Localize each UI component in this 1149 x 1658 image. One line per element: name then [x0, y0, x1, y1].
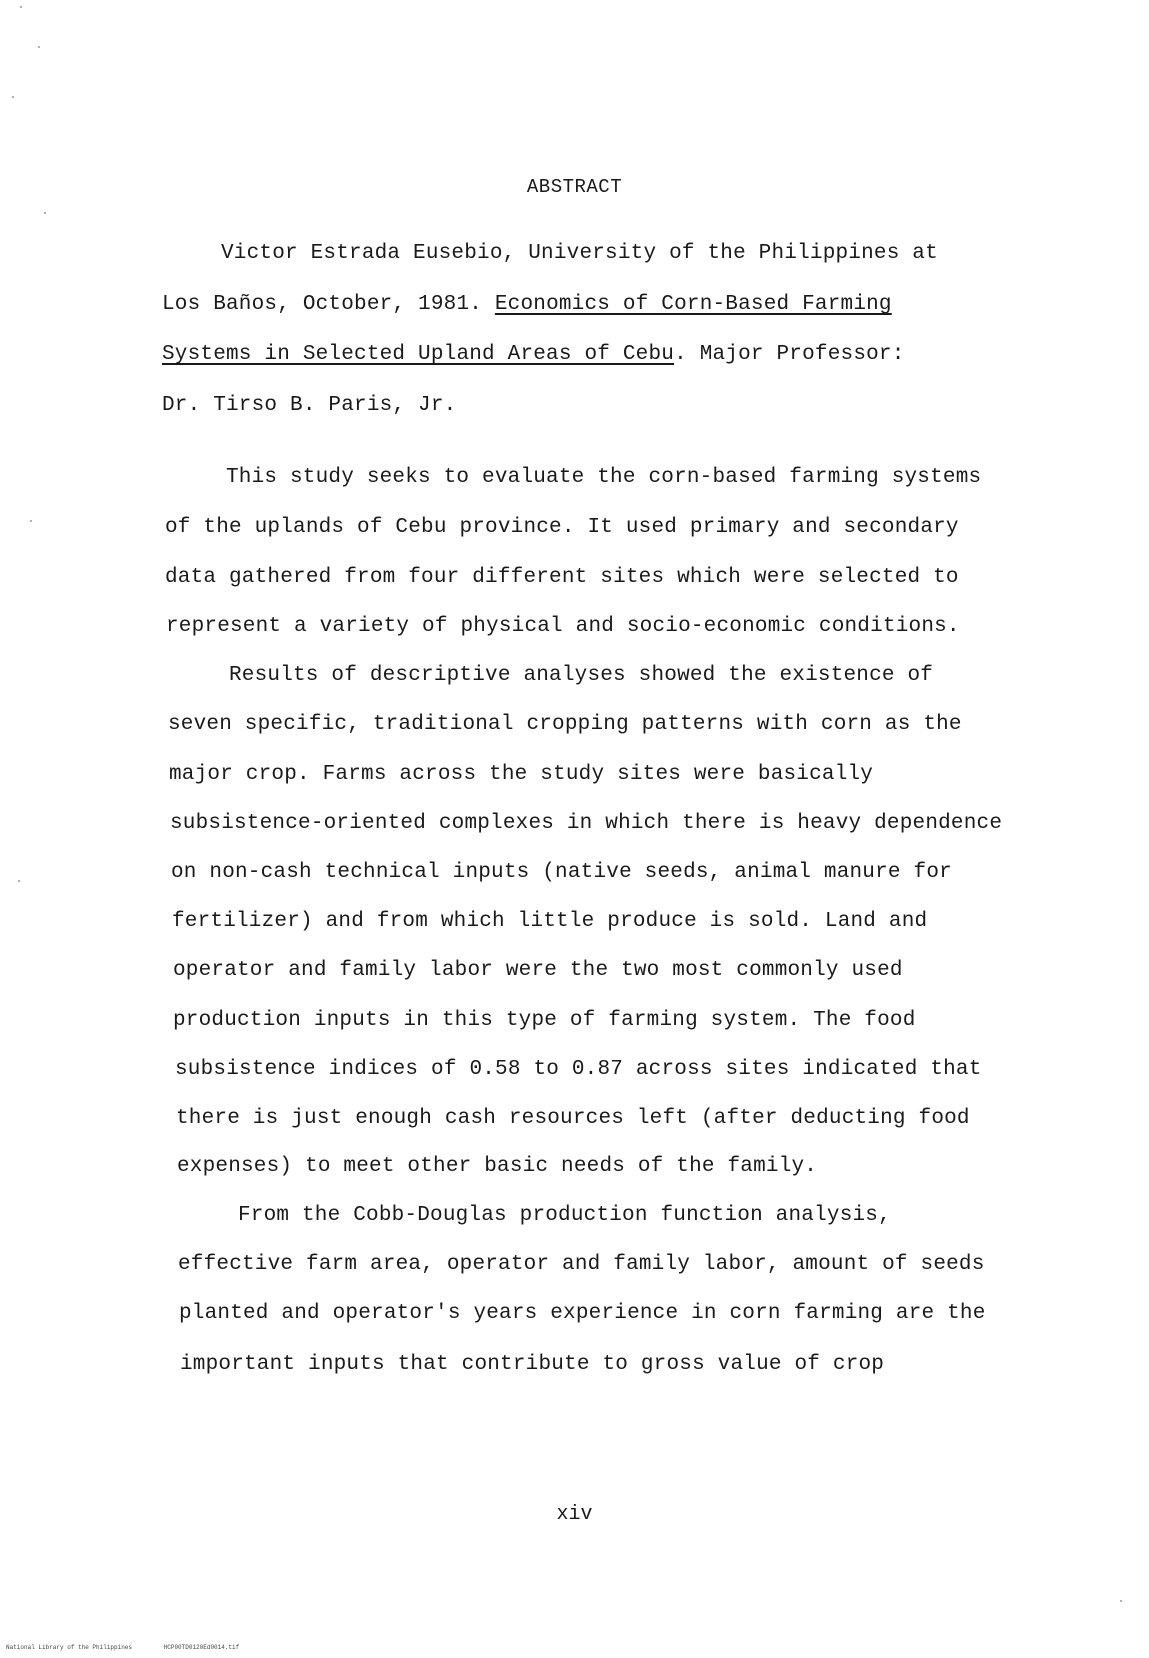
paragraph-2-line: major crop. Farms across the study sites were basically — [169, 763, 874, 786]
scan-footer — [6, 1644, 267, 1651]
paragraph-3-line: From the Cobb-Douglas production function analysis, — [238, 1204, 891, 1227]
paragraph-3-line: planted and operator's years experience in corn farming are the — [179, 1302, 986, 1325]
paragraph-2-line: there is just enough cash resources left (after deducting food — [176, 1107, 970, 1130]
paragraph-2-line: Results of descriptive analyses showed the existence of — [229, 664, 934, 687]
scan-speck — [12, 96, 14, 98]
page-number: xiv — [556, 1503, 593, 1526]
paragraph-2-line: operator and family labor were the two most commonly used — [173, 959, 903, 982]
paragraph-3-line: important inputs that contribute to gross value of crop — [180, 1353, 885, 1376]
paragraph-2-line: subsistence indices of 0.58 to 0.87 across sites indicated that — [175, 1058, 982, 1081]
citation-line-2 — [162, 293, 892, 316]
paragraph-2-line: production inputs in this type of farming system. The food — [173, 1009, 916, 1032]
paragraph-2-line: subsistence-oriented complexes in which there is heavy dependence — [170, 812, 1003, 835]
library-credit: National Library of the Philippines — [6, 1644, 133, 1651]
paragraph-2-line: fertilizer) and from which little produce is sold. Land and — [172, 910, 928, 933]
paragraph-1-line: data gathered from four different sites which were selected to — [165, 566, 959, 589]
paragraph-2-line: expenses) to meet other basic needs of the family. — [177, 1155, 818, 1178]
scan-speck — [38, 46, 40, 48]
major-professor-name: Dr. Tirso B. Paris, Jr. — [162, 394, 457, 417]
scan-speck — [18, 880, 20, 882]
paragraph-2-line: seven specific, traditional cropping patterns with corn as the — [168, 713, 962, 736]
abstract-heading: ABSTRACT — [526, 176, 623, 198]
paragraph-1-line: represent a variety of physical and socio-economic conditions. — [166, 615, 960, 638]
citation-date: Los Baños, October, 1981. — [162, 293, 483, 316]
scan-speck — [20, 6, 22, 8]
scan-file-id: HCP00TD0120Ed0014.tif — [163, 1644, 240, 1651]
scan-speck — [30, 520, 32, 522]
citation-line-1: Victor Estrada Eusebio, University of the Philippines at — [221, 242, 938, 265]
thesis-title-part-2: Systems in Selected Upland Areas of Cebu — [162, 343, 675, 366]
scan-speck — [1120, 1600, 1122, 1602]
major-professor-label: . Major Professor: — [674, 343, 905, 366]
citation-line-3 — [162, 343, 905, 366]
paragraph-1-line: This study seeks to evaluate the corn-based farming systems — [226, 466, 982, 489]
paragraph-2-line: on non-cash technical inputs (native seeds, animal manure for — [171, 861, 952, 884]
scan-speck — [44, 212, 46, 214]
thesis-title-part-1: Economics of Corn-Based Farming — [494, 293, 892, 316]
paragraph-3-line: effective farm area, operator and family labor, amount of seeds — [178, 1253, 985, 1276]
paragraph-1-line: of the uplands of Cebu province. It used primary and secondary — [165, 516, 959, 539]
